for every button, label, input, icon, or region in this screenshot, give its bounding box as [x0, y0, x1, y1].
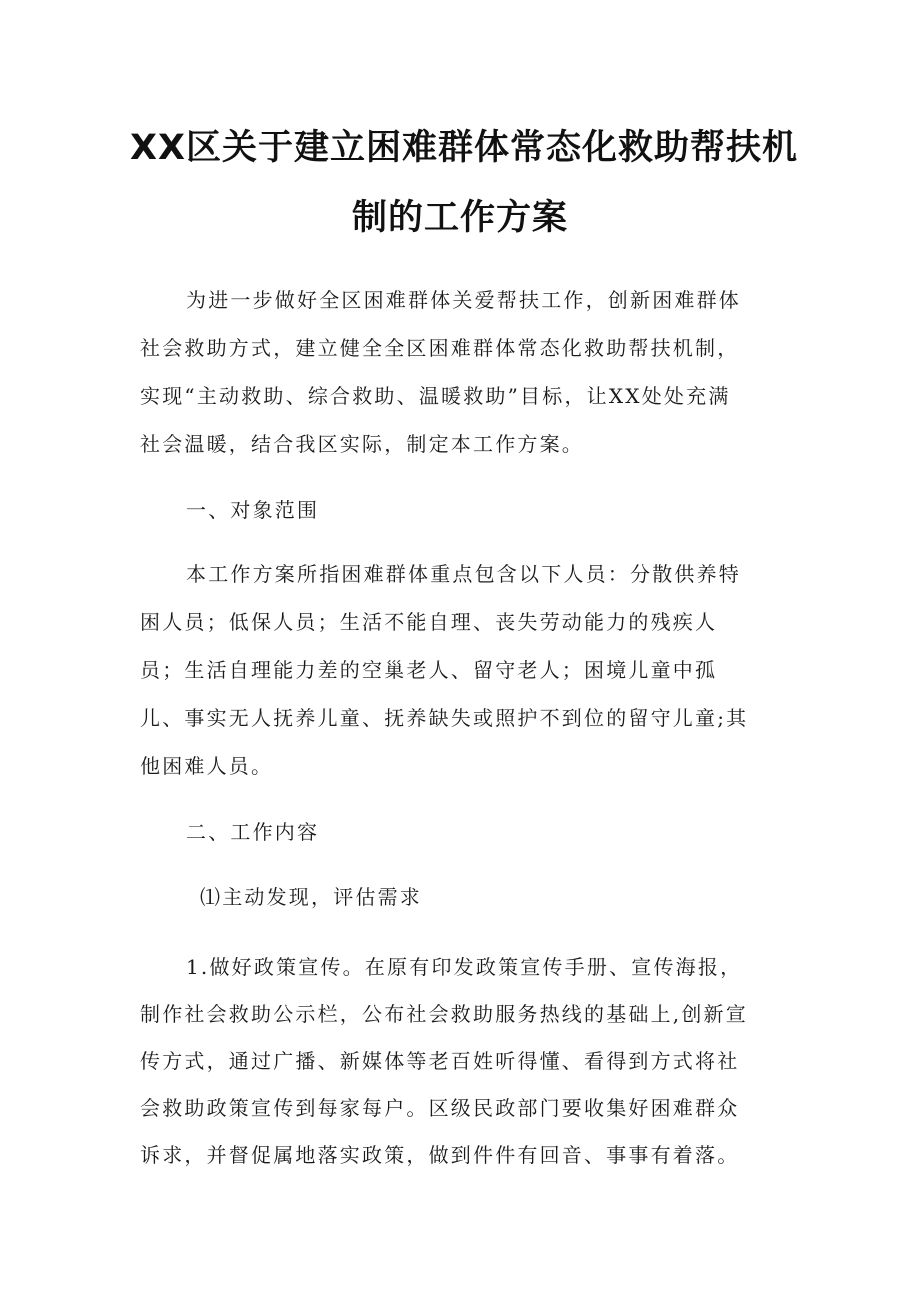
- intro-line: 为进一步做好全区困难群体关爱帮扶工作，创新困难群体: [186, 288, 741, 312]
- subsection-1-heading: [140, 873, 780, 921]
- scope-line: 员；生活自理能力差的空巢老人、留守老人；困境儿童中孤: [140, 658, 718, 682]
- intro-paragraph: [140, 276, 780, 468]
- section-1-heading: [140, 486, 780, 534]
- intro-line: 实现“主动救助、综合救助、温暖救助”目标，让XX处处充满: [140, 384, 731, 408]
- section-heading-text: 二、工作内容: [186, 820, 320, 844]
- item-1-paragraph: [140, 943, 780, 1178]
- document-title-line-2: 制的工作方案: [351, 198, 568, 238]
- document-title-line-1: XX区关于建立困难群体常态化救助帮扶机: [130, 128, 798, 168]
- scope-paragraph: [140, 550, 780, 790]
- item-line: 会救助政策宣传到每家每户。区级民政部门要收集好困难群众: [140, 1096, 740, 1120]
- intro-line: 社会温暖，结合我区实际，制定本工作方案。: [140, 432, 584, 456]
- item-line: 传方式，通过广播、新媒体等老百姓听得懂、看得到方式将社: [140, 1049, 740, 1073]
- intro-line: 社会救助方式，建立健全全区困难群体常态化救助帮扶机制，: [140, 336, 740, 360]
- scope-line: 儿、事实无人抚养儿童、抚养缺失或照护不到位的留守儿童;其: [140, 706, 749, 730]
- subsection-heading-text: ⑴主动发现，评估需求: [200, 885, 422, 909]
- scope-line: 困人员；低保人员；生活不能自理、丧失劳动能力的残疾人: [140, 610, 718, 634]
- scope-line: 他困难人员。: [140, 754, 274, 778]
- scope-line: 本工作方案所指困难群体重点包含以下人员：分散供养特: [186, 562, 741, 586]
- item-line: 1.做好政策宣传。在原有印发政策宣传手册、宣传海报，: [186, 955, 743, 979]
- section-2-heading: [140, 808, 780, 856]
- item-line: 制作社会救助公示栏，公布社会救助服务热线的基础上,创新宣: [140, 1002, 748, 1026]
- item-line: 诉求，并督促属地落实政策，做到件件有回音、事事有着落。: [140, 1143, 740, 1167]
- section-heading-text: 一、对象范围: [186, 498, 320, 522]
